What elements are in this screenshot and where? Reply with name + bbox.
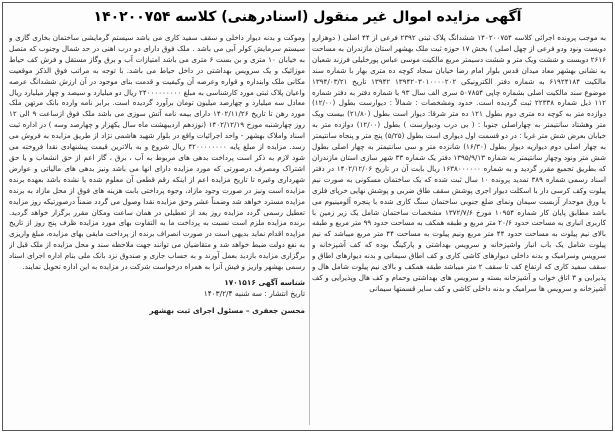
auction-notice bbox=[2, 2, 613, 431]
left-column-text: وموکت و بدنه دیوار داخلی و سقف سفید کاری می باشد سیستم گرمایشی ساختمان بخاری گازی و سیستم سرمایش کولر آبی می باشد . ملک فوق دارای دو درب اهنی در حد شمال وجنوب که متصل به خیابان ۱۰ متری و بن بست ۶ متری می باشد امتیازات آب و برق وگاز مستقل و فرش کف حیاط موزائیک و یک سرویس بهداشتی در داخل حیاط می باشد. با توجه به مراتب فوق الذکر موقعیت مکانی ملک وابنداره و قواره وعرصه آن وکیفیت و قدمت بنای موجود در آن ارزش ششدانگ عرصه واعیان پلاک ثبتی مورد کارشناسی به مبلغ ۲۴۰۰۰۰۰۰۰۰۰ ریال دو میلیارد و سیصد و چهار میلیارد ریال معادل سه میلیارد و چهارصد میلیون تومان برآورد گردیده است. برابر نامه وارده بانک مرتهن ملک مورد رهن تا تاریخ ۱۴۰۲/۱۱/۲۶ دارای بیمه نامه آتش سوزی می باشد ملک فوق ازساعت ۹ الی ۱۲ روز چهارشنبه مورخ ۱۴۰۲/۱۲/۱۹ (نوزدهم اردیبهشت ماه سال یکهزار و چهارصد وسه ) در اداره ثبت اسناد واملاک بهشهر - واحد اجرائیات واقع در بلوار شهید هاشمی نژاد از طریق مزایده به فروش می رسد. مزایده از مبلغ پایه ۴۲۰۰۰۰۰۰۰۰ ریال شروع و به بالاترین قیمت پیشنهادی نقدا فروخته می شود لازم به ذکر است پرداخت بدهی های مربوط به آب ، برق ، گاز اعم از حق انشعاب و یا حق اشتراک ومصرف درصورتی که مورد مزایده دارای انها می باشد ونیز بدهی های مالیاتی و عوارض شهرداری وغیره تا تاریخ مزایده اعم از اینکه رقم قطعی آن معلوم شده یا نشده باشد بعهده برنده مزایده است ونیز در صورت وجود مازاد، وجوه پرداختی بابت هزینه های فوق از محل مازاد به برنده مزایده مسترد خواهد شد وضمناً عشر وحق مزایده نقدا وصول می گردد ضمناً درصورتیکه روز مزایده تعطیل رسمی گردد مزایده روز بعد از تعطیلی در همان ساعت ومکان مقرر برگزار خواهد گردید. برنده مزایده ملزم است نسبت به پرداخت ما به التفاوت بهای مورد مزایده ظرف پنج روز از تاریخ مزایده اقدام نماید بدیهی است در صورت انصراف برنده از پرداخت مابقی بهای مزایده، مبلغ واریزی به نفع دولت ضبط خواهد شد و متقاضیان می توانند جهت ملاحظه سند و محل مزایده از ملک قبل از برگزاری مزایده بازدید بعمل آورند و به حساب جاری و صندوق نزد بانک ملی بنام اداره اجرای اسناد رسمی بهشهر واریز و فیش آنرا به همراه درخواست شرکت در مزایده به این اداره تحویل نمایند. bbox=[9, 33, 305, 272]
notice-body-right-column bbox=[312, 33, 606, 425]
notice-title: آگهی مزایده اموال غیر منقول (اسنادرهنی) کلاسه ۱۴۰۲۰۰۷۵۴ bbox=[93, 9, 522, 25]
publish-date: تاریخ انتشار : سه شنبه ۱۴۰۳/۲/۴ bbox=[203, 288, 305, 298]
column-divider bbox=[309, 33, 310, 425]
notice-author: محسن جعفری – مسئول اجرای ثبت بهشهر bbox=[149, 305, 305, 315]
notice-signature-block bbox=[9, 277, 305, 316]
notice-id: شناسه آگهی ۱۷۰۱۵۱۶ bbox=[224, 277, 305, 287]
right-column-text: به موجب پرونده اجرائی کلاسه ۱۴۰۲۰۰۷۵۴ ششدانگ پلاک ثبتی ۲۳۹۲ فرعی از ۴۴ اصلی ( دوهزارو دویست ونود ودو فرعی از چهل اصلی ) بخش ۱۷ حوزه ثبت ملک بهشهر استان مازندران به مساحت ۲۶۱۶ دویست و ششت ویک متر و ششت دسیمتر مربع مالکیت موسی عباس پورخلیلی فرزند شعبان به نشانی بهشهر معاد میدان قدس بلوار امام رضا خیابان سجاد کوچه ده متری بهار با شماره سند مالکیت ۶۱۹۲۴۱۸۴ به شماره دفتر الکترونیکی ۱۳۹۴۲۰۳۰۱۰۰۰۰۲۰۲ ۱۳۹۴۲ تاریخ ۱۳۹۴/۰۳/۲۱ موضوع سند مالکیت اصلی بشماره چاپی ۵۰۷۸۵۴ سری الف سال ۹۳ با شماره دفتر به دفتر شماره ۱۱۲ ذیل شماره ۲۲۳۳۸ ثبت گردیده است. حدود ومشخصات : شمالاً : دیوارست بطول (۱۲/۰۰) دوازده متر به کوچه ده متری دوم بطول ۱۲۱ ده متر شرقا: دیوار است بطول (۲۱/۸۰) بیست ویک متر وهشتاد سانتیمتر به چهاراصلی جنوبا : ( بی درب ودیوارست ) بطول (۱۲/۰۰) دوازده متر به خیابان بعرض شش متر غربا : در دو قسمت اول دیواری است بطول (۵/۲۵) پنج متر و پنجاه سانتیمتر به چهار اصلی دوم دیواریه دیوار بطول (۱۶/۳۰) شانزده متر و سی سانتیمتر به چهار اصلی بطول شش متر ونود وچهار سانتیمتر به شماره ۱۳۹۵/۹/۱۳ دفتر یک شماره ۳۳ شهر سازی استان مازندران که بطریق تجمیع مقرر گردید و به شماره ۱۶۳۸۰۰۰۰۰۰ ریال بابت آن در تاریخ ۱۴۰۲/۱۲/۰۶ در دفتر اسناد رسمی شماره ۳۸۹ تمدید پرونده ۱۰ سال ثبت شده که یک ساختمان مسکونی به صورت نیم پیلوت وکف کرسی دار با اسکلت دیوار اجری پوشش سقف طاق ضربی و پوشش نهایی خرپای فلزی با ورق موجدار آزبست سیمان ونمای ضلع جنوبی ساختمان سنگ کاری شده با پنجره آلومینیوم می باشد مطابق پایان کار شماره ۱۰۹۵۴ مورخ ۱۳۷۲/۷/۶ مشخصات ساختمان شامل یک زیر زمین با کاربری انباری به مساحت حدود ۲۰/۶ متر مربع و طبقه همکف به مساحت حدود ۹۹ متر مربع و طبقه بالای نیم پیلوت به مساحت حدود ۴۴ متر مربع ونیم پیلوت به مساحت ۴۴ متر مربع میباشد که نیم پیلوت شامل یک باب انبار واشپزخانه و سرویس بهداشتی و پارکینگ بوده که کف آشپزخانه و سرویس وسرامیک و بدنه داخلی دیوارهای کاشی کاری و کف اطاق سیمانی و بدنه دیوارهای اطاق و سقف سفید کاری که ارتفاع کف تا سقف ۲ متر میباشد طبقه همکف و بالای نیم پیلوت شامل هال و پذیرایی و ۳ اتاق خواب و آشپزخانه بسته و سرویس های بهداشتی وحمام و کف هال وپذیرایی و کف آشپزخانه و سرویس ها سرامیک و بدنه داخلی کاشی و کف سایر قسمتها سیمانی bbox=[312, 33, 606, 293]
notice-body-left-column bbox=[9, 33, 305, 425]
